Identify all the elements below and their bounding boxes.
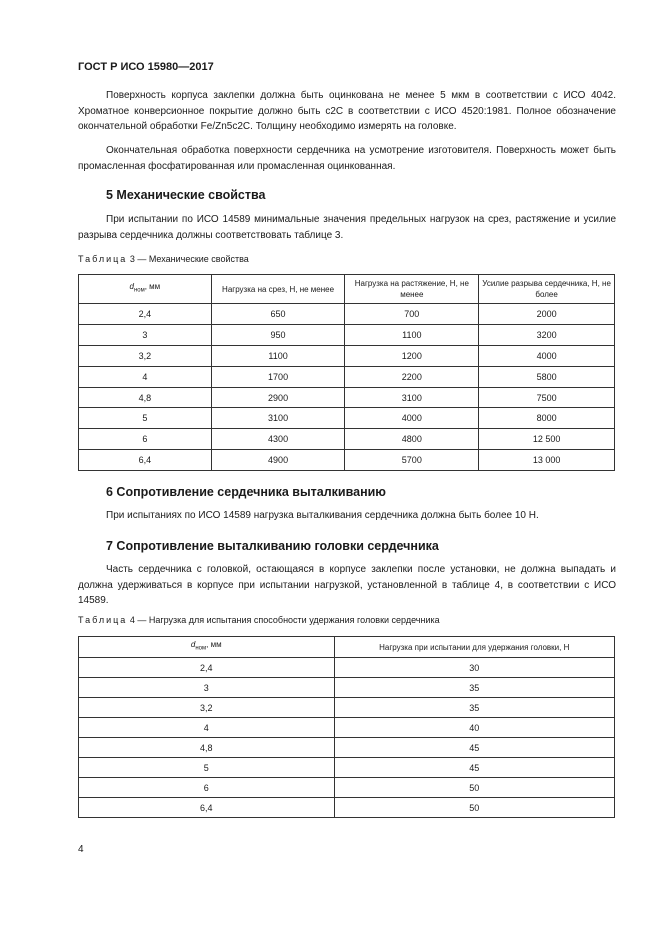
cell-load: 50 [334,798,615,818]
cell-diameter: 4 [79,718,335,738]
cell-breaking: 2000 [479,304,615,325]
cell-breaking: 5800 [479,366,615,387]
cell-load: 35 [334,678,615,698]
cell-tension: 2200 [345,366,479,387]
cell-shear: 3100 [211,408,345,429]
table-row [79,304,615,325]
cell-shear: 950 [211,324,345,345]
cell-diameter: 3 [79,324,212,345]
section-6-text: При испытаниях по ИСО 14589 нагрузка выталкивания сердечника должна быть более 10 Н. [106,510,539,521]
cell-load: 45 [334,758,615,778]
cell-tension: 3100 [345,387,479,408]
cell-tension: 1200 [345,345,479,366]
cell-load: 45 [334,738,615,758]
cell-diameter: 3,2 [79,698,335,718]
cell-diameter: 4 [79,366,212,387]
cell-tension: 1100 [345,324,479,345]
cell-breaking: 7500 [479,387,615,408]
cell-load: 30 [334,658,615,678]
table-row [79,698,615,718]
table-3-col-tension: Нагрузка на растяжение, Н, не менее [345,275,479,304]
cell-breaking: 4000 [479,345,615,366]
cell-diameter: 6,4 [79,798,335,818]
cell-diameter: 4,8 [79,738,335,758]
cell-diameter: 6 [79,429,212,450]
table-row [79,408,615,429]
cell-breaking: 12 500 [479,429,615,450]
cell-shear: 650 [211,304,345,325]
cell-diameter: 5 [79,408,212,429]
cell-diameter: 2,4 [79,658,335,678]
table-4-col-load: Нагрузка при испытании для удержания головки, Н [334,637,615,658]
cell-breaking: 13 000 [479,450,615,471]
cell-diameter: 3,2 [79,345,212,366]
table-row [79,345,615,366]
table-3-col-shear: Нагрузка на срез, Н, не менее [211,275,345,304]
cell-load: 35 [334,698,615,718]
cell-diameter: 6,4 [79,450,212,471]
table-row [79,798,615,818]
cell-load: 40 [334,718,615,738]
section-6-title: 6 Сопротивление сердечника выталкиванию [106,485,386,499]
table-row [79,366,615,387]
page-number: 4 [78,844,84,855]
cell-tension: 4000 [345,408,479,429]
table-4-caption: Таблица 4 — Нагрузка для испытания способности удержания головки сердечника [78,615,440,625]
table-3 [78,274,615,471]
section-5-title: 5 Механические свойства [106,188,266,202]
table-row [79,678,615,698]
table-row [79,738,615,758]
table-3-header-row [79,275,615,304]
section-7-text: Часть сердечника с головкой, остающаяся в корпусе заклепки после установки, не должна выпадать и должна удерживаться в корпусе при испытании нагрузкой, установленной в таблице 4, в соответствии с ИСО 14589. [78,564,616,606]
table-3-col-diameter: $d_{ном}$, мм [79,275,212,304]
table-row [79,658,615,678]
section-7-title: 7 Сопротивление выталкиванию головки сердечника [106,539,439,553]
cell-shear: 4900 [211,450,345,471]
cell-diameter: 4,8 [79,387,212,408]
document-header: ГОСТ Р ИСО 15980—2017 [78,61,214,73]
intro-paragraph-1: Поверхность корпуса заклепки должна быть оцинкована не менее 5 мкм в соответствии с ИСО 4042. Хроматное конверсионное покрытие должно быть с2С в соответствии с ИСО 4520:1981. Полное обозначение окончательной обработки Fe/Zn5c2C. Толщину необходимо измерять на головке. [78,90,616,132]
cell-shear: 4300 [211,429,345,450]
cell-diameter: 6 [79,778,335,798]
cell-breaking: 3200 [479,324,615,345]
cell-shear: 2900 [211,387,345,408]
cell-load: 50 [334,778,615,798]
cell-breaking: 8000 [479,408,615,429]
cell-tension: 700 [345,304,479,325]
table-row [79,387,615,408]
table-row [79,718,615,738]
cell-shear: 1700 [211,366,345,387]
table-row [79,324,615,345]
cell-diameter: 3 [79,678,335,698]
cell-tension: 4800 [345,429,479,450]
table-4 [78,636,615,818]
intro-paragraph-2: Окончательная обработка поверхности сердечника на усмотрение изготовителя. Поверхность может быть промасленная фосфатированная или промасленная оцинкованная. [78,145,616,172]
table-4-header-row [79,637,615,658]
table-row [79,429,615,450]
table-3-caption: Таблица 3 — Механические свойства [78,254,249,264]
table-row [79,778,615,798]
cell-diameter: 5 [79,758,335,778]
table-row [79,758,615,778]
table-3-col-breaking: Усилие разрыва сердечника, Н, не более [479,275,615,304]
section-5-text: При испытании по ИСО 14589 минимальные значения предельных нагрузок на срез, растяжение и усилие разрыва сердечника должны соответствовать таблице 3. [78,214,616,241]
cell-diameter: 2,4 [79,304,212,325]
cell-shear: 1100 [211,345,345,366]
table-row [79,450,615,471]
cell-tension: 5700 [345,450,479,471]
table-4-col-diameter: $d_{ном}$, мм [79,637,335,658]
